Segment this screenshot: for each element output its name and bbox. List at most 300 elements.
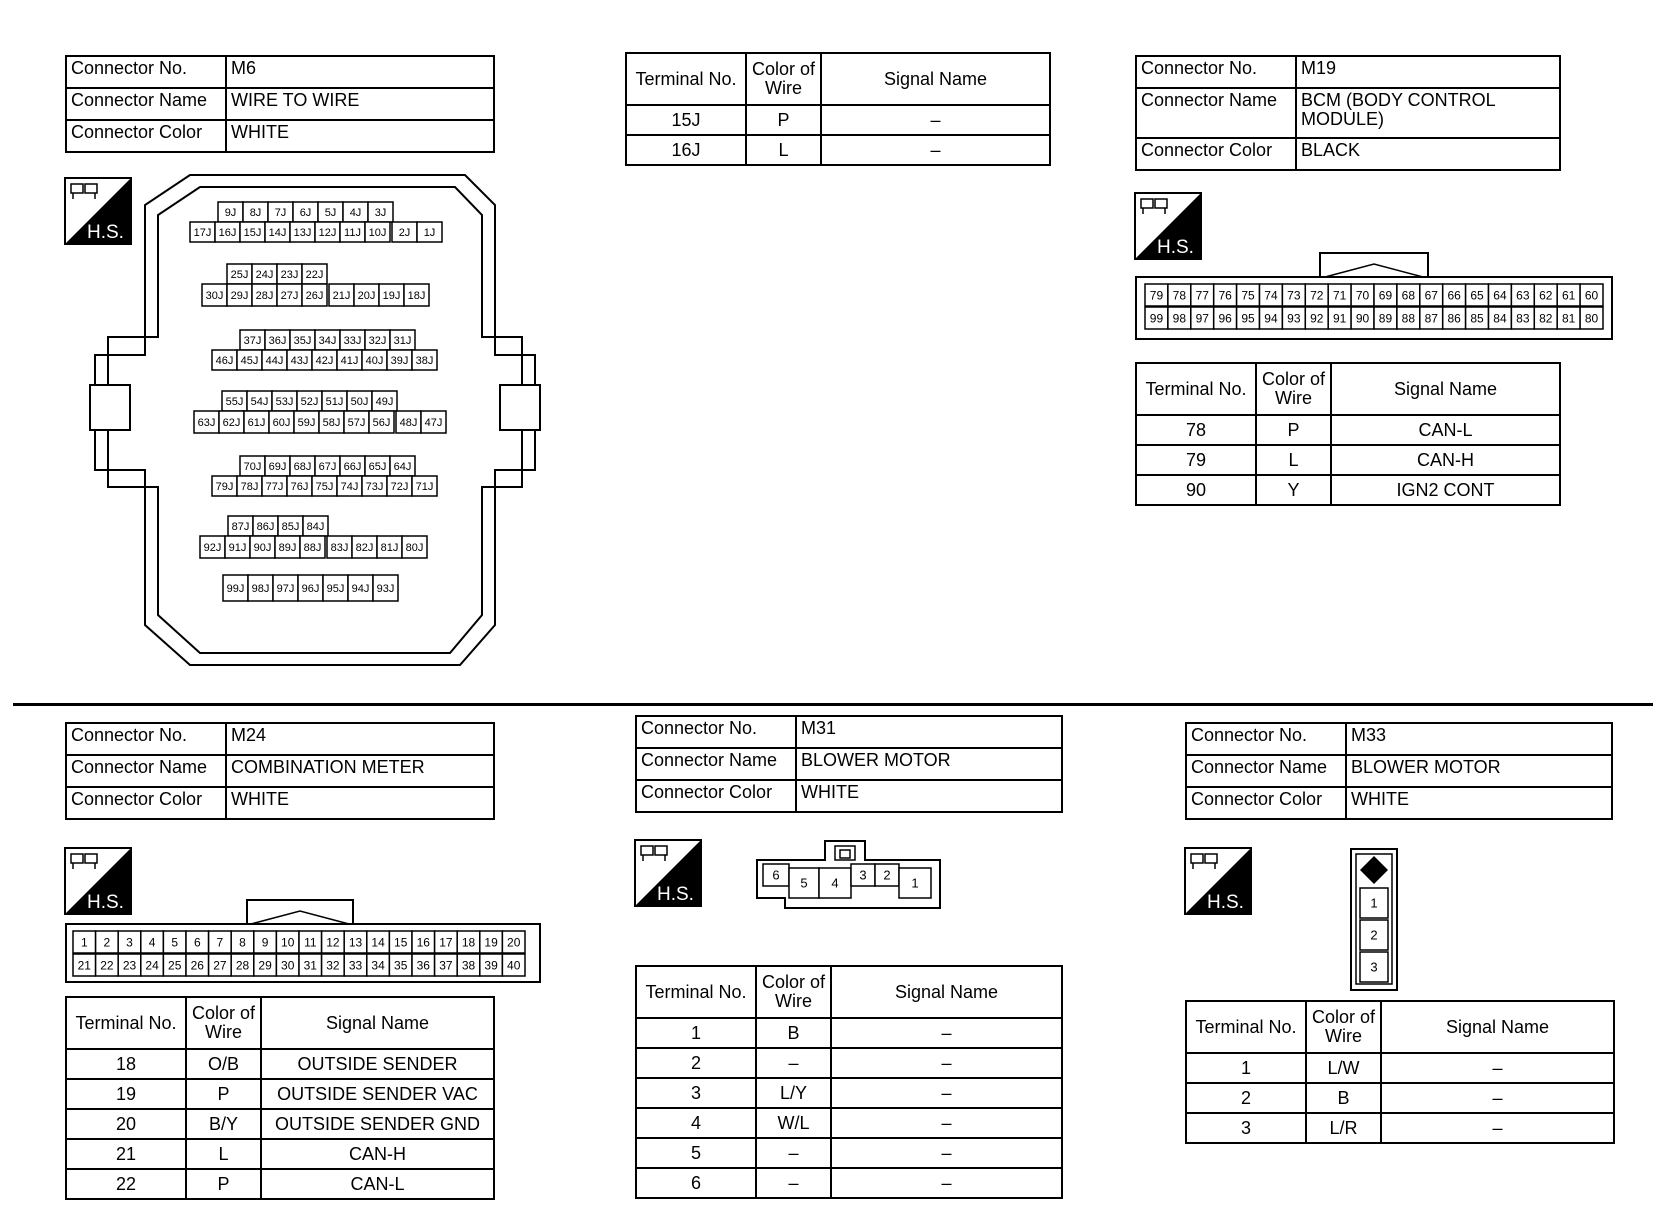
m19-connector-no: M19 <box>1296 56 1560 88</box>
cell: B/Y <box>186 1109 261 1139</box>
pin-label: 6 <box>772 867 780 883</box>
label: Connector Name <box>636 748 796 780</box>
pin-label: 33 <box>348 958 363 973</box>
pin-label: 77J <box>265 480 284 493</box>
pin-label: 7J <box>274 206 287 219</box>
pin-label: 13 <box>348 935 363 950</box>
m19-connector-color: BLACK <box>1296 138 1560 170</box>
pin-label: 3 <box>859 867 867 883</box>
cell: 2 <box>1186 1083 1306 1113</box>
table-row <box>1136 475 1560 505</box>
cell: CAN-H <box>1331 445 1560 475</box>
pin-label: 17J <box>193 226 212 239</box>
header-color: Color of Wire <box>186 997 261 1049</box>
table-row <box>66 1109 494 1139</box>
m24-connector-name: COMBINATION METER <box>226 755 494 787</box>
label: Connector Color <box>66 787 226 819</box>
cell: L/Y <box>756 1078 831 1108</box>
pin-label: 84 <box>1493 311 1507 326</box>
label: Connector Color <box>1136 138 1296 170</box>
pin-label: 18J <box>407 289 426 302</box>
pin-label: 82 <box>1539 311 1553 326</box>
pin-label: 49J <box>375 395 394 408</box>
pin-label: 70J <box>243 460 262 473</box>
pin-label: 23J <box>280 268 299 281</box>
header-color: Color of Wire <box>1256 363 1331 415</box>
header-color: Color of Wire <box>746 53 821 105</box>
pin-label: 9 <box>261 935 269 950</box>
pin-label: 60J <box>272 416 291 429</box>
header-signal: Signal Name <box>1381 1001 1614 1053</box>
pin-label: 63 <box>1516 288 1530 303</box>
pin-label: 91J <box>228 541 247 554</box>
m33-pins <box>1360 888 1388 982</box>
pin-label: 20J <box>357 289 376 302</box>
cell: – <box>831 1048 1062 1078</box>
pin-label: 40 <box>507 958 521 973</box>
table-row <box>1186 1113 1614 1143</box>
pin-label: 36 <box>416 958 430 973</box>
pin-label: 73 <box>1287 288 1301 303</box>
pin-label: 85 <box>1470 311 1484 326</box>
m19-connector-info <box>1135 55 1561 171</box>
pin-label: 64J <box>393 460 412 473</box>
m33-connector-info <box>1185 722 1613 820</box>
pin-label: 25 <box>168 958 182 973</box>
pin-label: 89 <box>1378 311 1393 326</box>
pin-label: 36J <box>268 334 287 347</box>
cell: – <box>756 1138 831 1168</box>
label: Connector No. <box>636 716 796 748</box>
header-terminal: Terminal No. <box>66 997 186 1049</box>
m33-connector-color: WHITE <box>1346 787 1612 819</box>
m24-connector-color: WHITE <box>226 787 494 819</box>
cell: B <box>756 1018 831 1048</box>
pin-label: 5 <box>171 935 179 950</box>
cell: – <box>756 1168 831 1198</box>
pin-label: 5J <box>324 206 337 219</box>
m33-connector-no: M33 <box>1346 723 1612 755</box>
cell: 3 <box>1186 1113 1306 1143</box>
pin-label: 99 <box>1149 311 1164 326</box>
m6-terminal-table <box>625 52 1051 166</box>
table-row <box>636 1048 1062 1078</box>
header-terminal: Terminal No. <box>1136 363 1256 415</box>
pin-label: 86 <box>1447 311 1461 326</box>
pin-label: 1 <box>1370 895 1378 911</box>
hs-icon <box>1135 193 1199 257</box>
pin-label: 33J <box>343 334 362 347</box>
cell: L <box>186 1139 261 1169</box>
pin-label: 42J <box>315 354 334 367</box>
pin-label: 31 <box>303 958 317 973</box>
pin-label: 66 <box>1447 288 1461 303</box>
pin-label: 31J <box>393 334 412 347</box>
pin-label: 13J <box>293 226 312 239</box>
m19-terminal-table <box>1135 362 1561 506</box>
pin-label: 94J <box>351 582 370 595</box>
cell: 19 <box>66 1079 186 1109</box>
pin-label: 51J <box>325 395 344 408</box>
header-signal: Signal Name <box>1331 363 1560 415</box>
pin-label: 74J <box>340 480 359 493</box>
pin-label: 67J <box>318 460 337 473</box>
pin-label: 3 <box>1370 959 1378 975</box>
cell: P <box>186 1169 261 1199</box>
pin-label: 55J <box>225 395 244 408</box>
cell: CAN-L <box>1331 415 1560 445</box>
hs-label: H.S. <box>87 892 124 913</box>
pin-label: 14 <box>371 935 385 950</box>
pin-label: 90J <box>253 541 272 554</box>
pin-label: 11J <box>344 226 361 239</box>
pin-label: 60 <box>1584 288 1599 303</box>
cell: 78 <box>1136 415 1256 445</box>
hs-label: H.S. <box>657 884 694 905</box>
m31-connector-color: WHITE <box>796 780 1062 812</box>
pin-label: 72J <box>390 480 409 493</box>
cell: 1 <box>1186 1053 1306 1083</box>
pin-label: 46J <box>215 354 234 367</box>
pin-label: 83J <box>330 541 349 554</box>
pin-label: 39 <box>484 958 498 973</box>
pin-label: 79 <box>1149 288 1164 303</box>
header-signal: Signal Name <box>831 966 1062 1018</box>
cell: 18 <box>66 1049 186 1079</box>
pin-label: 99J <box>226 582 245 595</box>
pin-label: 35J <box>293 334 312 347</box>
m31-connector-info <box>635 715 1063 813</box>
pin-label: 26 <box>190 958 204 973</box>
cell: OUTSIDE SENDER GND <box>261 1109 494 1139</box>
pin-label: 24 <box>145 958 159 973</box>
pin-label: 82J <box>355 541 374 554</box>
label: Connector No. <box>66 723 226 755</box>
pin-label: 28J <box>255 289 274 302</box>
pin-label: 53J <box>275 395 294 408</box>
cell: L/R <box>1306 1113 1381 1143</box>
table-row <box>1136 415 1560 445</box>
cell: 3 <box>636 1078 756 1108</box>
pin-label: 98 <box>1172 311 1187 326</box>
m6-connector-no: M6 <box>226 56 494 88</box>
pin-label: 4 <box>831 875 839 891</box>
label: Connector Color <box>66 120 226 152</box>
pin-label: 65J <box>368 460 387 473</box>
header-terminal: Terminal No. <box>1186 1001 1306 1053</box>
pin-label: 75 <box>1241 288 1255 303</box>
label: Connector Color <box>1186 787 1346 819</box>
pin-label: 76 <box>1218 288 1232 303</box>
cell: – <box>831 1138 1062 1168</box>
pin-label: 38J <box>415 354 434 367</box>
m33-key-diamond <box>1360 856 1388 884</box>
m24-terminal-table <box>65 996 495 1200</box>
pin-label: 65 <box>1470 288 1484 303</box>
pin-label: 47J <box>424 416 443 429</box>
cell: L/W <box>1306 1053 1381 1083</box>
pin-label: 74 <box>1264 288 1278 303</box>
pin-label: 83 <box>1516 311 1530 326</box>
pin-label: 19 <box>484 935 498 950</box>
label: Connector Name <box>1136 88 1296 138</box>
pin-label: 95J <box>326 582 345 595</box>
m6-connector-name: WIRE TO WIRE <box>226 88 494 120</box>
pin-label: 92J <box>203 541 222 554</box>
pin-label: 62 <box>1539 288 1553 303</box>
m31-terminal-table <box>635 965 1063 1199</box>
pin-label: 54J <box>250 395 269 408</box>
pin-label: 29 <box>258 958 272 973</box>
m6-pins <box>190 202 446 601</box>
pin-label: 6J <box>299 206 312 219</box>
cell: 16J <box>626 135 746 165</box>
table-row <box>636 1078 1062 1108</box>
pin-label: 26J <box>305 289 324 302</box>
m6-connector-face <box>90 175 580 675</box>
cell: 21 <box>66 1139 186 1169</box>
cell: – <box>821 105 1050 135</box>
pin-label: 10J <box>368 226 387 239</box>
pin-label: 85J <box>281 520 300 533</box>
pin-label: 67 <box>1424 288 1438 303</box>
cell: – <box>1381 1053 1614 1083</box>
cell: 22 <box>66 1169 186 1199</box>
label: Connector No. <box>1186 723 1346 755</box>
pin-label: 2 <box>103 935 111 950</box>
label: Connector Color <box>636 780 796 812</box>
pin-label: 1 <box>80 935 88 950</box>
m33-terminal-table <box>1185 1000 1615 1144</box>
table-row <box>66 1049 494 1079</box>
pin-label: 72 <box>1310 288 1324 303</box>
m31-pins <box>763 864 931 898</box>
pin-label: 12 <box>326 935 340 950</box>
pin-label: 11 <box>304 935 317 950</box>
pin-label: 69 <box>1378 288 1393 303</box>
cell: – <box>1381 1083 1614 1113</box>
cell: 5 <box>636 1138 756 1168</box>
pin-label: 6 <box>193 935 201 950</box>
cell: B <box>1306 1083 1381 1113</box>
label: Connector Name <box>66 88 226 120</box>
table-row <box>636 1138 1062 1168</box>
pin-label: 86J <box>256 520 275 533</box>
pin-label: 3J <box>374 206 387 219</box>
pin-label: 78J <box>240 480 259 493</box>
pin-label: 97 <box>1195 311 1209 326</box>
pin-label: 92 <box>1310 311 1324 326</box>
cell: IGN2 CONT <box>1331 475 1560 505</box>
pin-label: 90 <box>1355 311 1370 326</box>
cell: – <box>831 1108 1062 1138</box>
cell: P <box>186 1079 261 1109</box>
pin-label: 19J <box>382 289 401 302</box>
pin-label: 38 <box>461 958 476 973</box>
cell: CAN-H <box>261 1139 494 1169</box>
pin-label: 79J <box>215 480 234 493</box>
pin-label: 18 <box>461 935 476 950</box>
header-terminal: Terminal No. <box>636 966 756 1018</box>
pin-label: 1J <box>423 226 436 239</box>
cell: OUTSIDE SENDER VAC <box>261 1079 494 1109</box>
cell: 90 <box>1136 475 1256 505</box>
pin-label: 96 <box>1218 311 1232 326</box>
m6-connector-color: WHITE <box>226 120 494 152</box>
cell: Y <box>1256 475 1331 505</box>
m19-pins <box>1145 284 1603 329</box>
pin-label: 20 <box>507 935 521 950</box>
pin-label: 15J <box>243 226 262 239</box>
pin-label: 37 <box>439 958 453 973</box>
pin-label: 64 <box>1493 288 1507 303</box>
header-color: Color of Wire <box>1306 1001 1381 1053</box>
cell: L <box>746 135 821 165</box>
cell: – <box>821 135 1050 165</box>
pin-label: 16 <box>416 935 430 950</box>
table-row <box>66 1169 494 1199</box>
pin-label: 73J <box>365 480 384 493</box>
label: Connector Name <box>1186 755 1346 787</box>
label: Connector No. <box>1136 56 1296 88</box>
pin-label: 68J <box>293 460 312 473</box>
pin-label: 84J <box>306 520 325 533</box>
table-row <box>626 105 1050 135</box>
cell: 15J <box>626 105 746 135</box>
label: Connector No. <box>66 56 226 88</box>
table-row <box>1136 445 1560 475</box>
pin-label: 15 <box>394 935 408 950</box>
pin-label: 28 <box>235 958 250 973</box>
pin-label: 62J <box>222 416 241 429</box>
pin-label: 59J <box>297 416 316 429</box>
pin-label: 37J <box>243 334 262 347</box>
table-row <box>636 1108 1062 1138</box>
pin-label: 16J <box>218 226 237 239</box>
pin-label: 98J <box>251 582 270 595</box>
cell: 1 <box>636 1018 756 1048</box>
pin-label: 94 <box>1264 311 1278 326</box>
table-row <box>1186 1083 1614 1113</box>
cell: 20 <box>66 1109 186 1139</box>
pin-label: 8 <box>239 935 246 950</box>
m31-connector-face <box>755 840 945 910</box>
pin-label: 25J <box>230 268 249 281</box>
pin-label: 30 <box>281 958 295 973</box>
pin-label: 14J <box>268 226 287 239</box>
pin-label: 8J <box>249 206 262 219</box>
pin-label: 4 <box>148 935 156 950</box>
cell: – <box>831 1168 1062 1198</box>
pin-label: 4J <box>349 206 362 219</box>
pin-label: 48J <box>399 416 418 429</box>
header-signal: Signal Name <box>821 53 1050 105</box>
pin-label: 70 <box>1355 288 1370 303</box>
cell: 79 <box>1136 445 1256 475</box>
table-row <box>636 1168 1062 1198</box>
pin-label: 5 <box>800 875 808 891</box>
pin-label: 78 <box>1172 288 1187 303</box>
pin-label: 61 <box>1561 288 1576 303</box>
pin-label: 89J <box>278 541 297 554</box>
pin-label: 71J <box>415 480 434 493</box>
m24-connector-info <box>65 722 495 820</box>
pin-label: 87J <box>231 520 250 533</box>
pin-label: 43J <box>290 354 309 367</box>
pin-label: 22J <box>305 268 324 281</box>
pin-label: 52J <box>300 395 319 408</box>
cell: – <box>756 1048 831 1078</box>
pin-label: 97J <box>276 582 295 595</box>
table-row <box>626 135 1050 165</box>
pin-label: 66J <box>343 460 362 473</box>
cell: W/L <box>756 1108 831 1138</box>
m19-connector-face <box>1135 250 1615 340</box>
pin-label: 69J <box>268 460 287 473</box>
pin-label: 77 <box>1195 288 1209 303</box>
pin-label: 2J <box>398 226 411 239</box>
m33-connector-name: BLOWER MOTOR <box>1346 755 1612 787</box>
pin-label: 88 <box>1401 311 1416 326</box>
header-signal: Signal Name <box>261 997 494 1049</box>
pin-label: 27J <box>280 289 299 302</box>
cell: P <box>1256 415 1331 445</box>
hs-icon <box>1185 848 1249 912</box>
pin-label: 56J <box>372 416 391 429</box>
pin-label: 7 <box>216 935 224 950</box>
pin-label: 91 <box>1332 311 1347 326</box>
cell: – <box>831 1018 1062 1048</box>
pin-label: 34 <box>371 958 385 973</box>
pin-label: 57J <box>347 416 366 429</box>
section-divider <box>13 703 1653 706</box>
cell: P <box>746 105 821 135</box>
pin-label: 12J <box>318 226 337 239</box>
pin-label: 9J <box>224 206 237 219</box>
pin-label: 80 <box>1584 311 1599 326</box>
pin-label: 87 <box>1424 311 1438 326</box>
m33-connector-face <box>1350 848 1400 993</box>
pin-label: 50J <box>350 395 369 408</box>
pin-label: 24J <box>255 268 274 281</box>
pin-label: 2 <box>1370 927 1378 943</box>
header-terminal: Terminal No. <box>626 53 746 105</box>
cell: 4 <box>636 1108 756 1138</box>
pin-label: 81J <box>380 541 399 554</box>
cell: OUTSIDE SENDER <box>261 1049 494 1079</box>
table-row <box>66 1079 494 1109</box>
m24-pins <box>73 931 525 976</box>
pin-label: 30J <box>205 289 224 302</box>
pin-label: 76J <box>290 480 309 493</box>
table-row <box>1186 1053 1614 1083</box>
pin-label: 35 <box>394 958 408 973</box>
pin-label: 44J <box>265 354 284 367</box>
pin-label: 40J <box>365 354 384 367</box>
pin-label: 41J <box>340 354 359 367</box>
hs-label: H.S. <box>1157 237 1194 258</box>
pin-label: 63J <box>197 416 216 429</box>
pin-label: 34J <box>318 334 337 347</box>
cell: 2 <box>636 1048 756 1078</box>
pin-label: 2 <box>883 867 891 883</box>
table-row <box>636 1018 1062 1048</box>
cell: – <box>831 1078 1062 1108</box>
cell: 6 <box>636 1168 756 1198</box>
m19-connector-name: BCM (BODY CONTROL MODULE) <box>1296 88 1560 138</box>
pin-label: 45J <box>240 354 259 367</box>
cell: L <box>1256 445 1331 475</box>
